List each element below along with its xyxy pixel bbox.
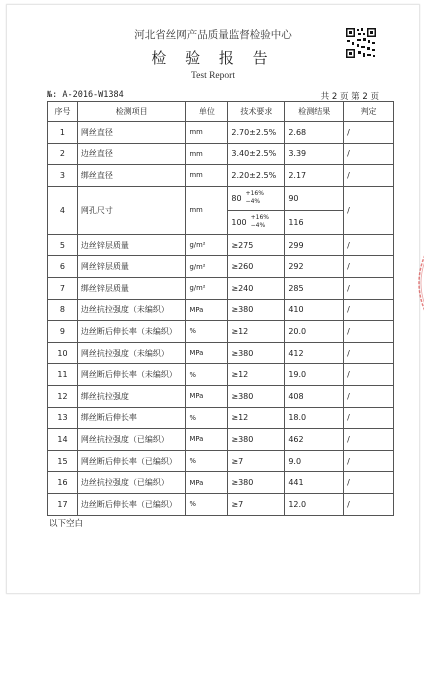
row-item: 绑丝断后伸长率 (77, 407, 186, 429)
header-unit: 单位 (186, 102, 228, 122)
row-requirement: 2.20±2.5% (228, 165, 285, 187)
row-item: 边丝断后伸长率（未编织） (77, 321, 186, 343)
row-item: 边丝断后伸长率（已编织） (77, 493, 186, 515)
row-unit: % (186, 407, 228, 429)
row-unit: mm (186, 165, 228, 187)
row-unit: % (186, 450, 228, 472)
row-requirement: ≥12 (228, 407, 285, 429)
row-no: 1 (48, 122, 78, 144)
header-verdict: 判定 (344, 102, 394, 122)
row-no: 16 (48, 472, 78, 494)
row-verdict: / (344, 472, 394, 494)
red-seal-stamp-icon (411, 253, 424, 313)
table-row (48, 234, 394, 256)
row-unit: MPa (186, 385, 228, 407)
row-no: 2 (48, 143, 78, 165)
row-requirement (228, 210, 285, 234)
row-item: 绑丝抗拉强度 (77, 385, 186, 407)
row-verdict: / (344, 493, 394, 515)
row-no: 10 (48, 342, 78, 364)
row-unit: g/m² (186, 277, 228, 299)
row-result: 18.0 (285, 407, 344, 429)
row-verdict: / (344, 321, 394, 343)
row-verdict: / (344, 299, 394, 321)
row-no: 12 (48, 385, 78, 407)
table-row (48, 321, 394, 343)
row-requirement: ≥275 (228, 234, 285, 256)
row-verdict: / (344, 364, 394, 386)
row-requirement: 3.40±2.5% (228, 143, 285, 165)
row-item: 网丝锌层质量 (77, 256, 186, 278)
row-result: 19.0 (285, 364, 344, 386)
row-no: 13 (48, 407, 78, 429)
row-unit: g/m² (186, 234, 228, 256)
row-requirement: ≥380 (228, 299, 285, 321)
row-result: 412 (285, 342, 344, 364)
row-unit: % (186, 493, 228, 515)
row-verdict: / (344, 234, 394, 256)
organization-name: 河北省丝网产品质量监督检验中心 (134, 29, 292, 41)
table-row (48, 364, 394, 386)
row-requirement (228, 186, 285, 210)
row-result: 3.39 (285, 143, 344, 165)
blank-below-note: 以下空白 (49, 519, 84, 529)
mesh-base-size: 80 (231, 193, 242, 203)
tolerance-minus: −4% (250, 222, 266, 230)
row-unit: % (186, 321, 228, 343)
row-item: 边丝抗拉强度（未编织） (77, 299, 186, 321)
row-no: 7 (48, 277, 78, 299)
row-result: 408 (285, 385, 344, 407)
row-result: 462 (285, 429, 344, 451)
row-result: 292 (285, 256, 344, 278)
row-item: 网丝抗拉强度（未编织） (77, 342, 186, 364)
row-item: 边丝抗拉强度（已编织） (77, 472, 186, 494)
row-result: 90 (285, 186, 344, 210)
table-row (48, 256, 394, 278)
row-result: 9.0 (285, 450, 344, 472)
row-result: 410 (285, 299, 344, 321)
row-requirement: ≥7 (228, 450, 285, 472)
row-verdict: / (344, 385, 394, 407)
tolerance-minus: −4% (245, 198, 261, 206)
row-requirement: ≥12 (228, 321, 285, 343)
row-no: 4 (48, 186, 78, 234)
header-result: 检测结果 (285, 102, 344, 122)
table-row (48, 407, 394, 429)
table-row (48, 429, 394, 451)
report-page (6, 4, 420, 594)
table-row (48, 186, 394, 210)
row-result: 2.17 (285, 165, 344, 187)
row-verdict: / (344, 342, 394, 364)
row-item: 网孔尺寸 (77, 186, 186, 234)
table-row (48, 342, 394, 364)
row-requirement: ≥260 (228, 256, 285, 278)
row-item: 绑丝直径 (77, 165, 186, 187)
header-item: 检测项目 (77, 102, 186, 122)
test-results-table (47, 101, 394, 516)
tolerance-plus: +16% (250, 214, 270, 222)
row-no: 9 (48, 321, 78, 343)
row-requirement: ≥380 (228, 385, 285, 407)
table-row (48, 122, 394, 144)
qr-code-icon (345, 27, 377, 59)
row-unit: % (186, 364, 228, 386)
report-number: №: A-2016-W1384 (47, 90, 124, 100)
table-header-row (48, 102, 394, 122)
row-item: 网丝直径 (77, 122, 186, 144)
row-result: 116 (285, 210, 344, 234)
row-item: 网丝抗拉强度（已编织） (77, 429, 186, 451)
header-no: 序号 (48, 102, 78, 122)
row-verdict: / (344, 165, 394, 187)
table-row (48, 472, 394, 494)
tolerance-plus: +16% (245, 190, 264, 198)
row-no: 5 (48, 234, 78, 256)
row-item: 边丝锌层质量 (77, 234, 186, 256)
table-row (48, 165, 394, 187)
row-no: 17 (48, 493, 78, 515)
row-no: 15 (48, 450, 78, 472)
row-unit: MPa (186, 342, 228, 364)
row-result: 299 (285, 234, 344, 256)
table-body (48, 122, 394, 516)
row-result: 441 (285, 472, 344, 494)
row-result: 12.0 (285, 493, 344, 515)
page-indicator: 共 2 页 第 2 页 (320, 92, 379, 102)
row-requirement: ≥12 (228, 364, 285, 386)
table-row (48, 450, 394, 472)
row-item: 绑丝锌层质量 (77, 277, 186, 299)
report-title: 检 验 报 告 (151, 49, 275, 67)
row-unit: MPa (186, 429, 228, 451)
row-verdict: / (344, 277, 394, 299)
row-requirement: ≥380 (228, 342, 285, 364)
row-verdict: / (344, 186, 394, 234)
row-item: 边丝直径 (77, 143, 186, 165)
row-unit: MPa (186, 299, 228, 321)
row-unit: g/m² (186, 256, 228, 278)
row-requirement: 2.70±2.5% (228, 122, 285, 144)
row-unit: MPa (186, 472, 228, 494)
row-item: 网丝断后伸长率（未编织） (77, 364, 186, 386)
row-requirement: ≥380 (228, 429, 285, 451)
row-unit: mm (186, 143, 228, 165)
table-row (48, 299, 394, 321)
row-result: 285 (285, 277, 344, 299)
table-row (48, 143, 394, 165)
row-unit: mm (186, 186, 228, 234)
row-requirement: ≥240 (228, 277, 285, 299)
row-verdict: / (344, 407, 394, 429)
row-unit: mm (186, 122, 228, 144)
row-verdict: / (344, 450, 394, 472)
table-row (48, 493, 394, 515)
row-no: 8 (48, 299, 78, 321)
row-requirement: ≥380 (228, 472, 285, 494)
table-row (48, 385, 394, 407)
mesh-base-size: 100 (231, 217, 247, 227)
row-result: 20.0 (285, 321, 344, 343)
row-requirement: ≥7 (228, 493, 285, 515)
row-verdict: / (344, 122, 394, 144)
row-no: 11 (48, 364, 78, 386)
header-requirement: 技术要求 (228, 102, 285, 122)
row-no: 6 (48, 256, 78, 278)
row-no: 3 (48, 165, 78, 187)
row-item: 网丝断后伸长率（已编织） (77, 450, 186, 472)
table-row (48, 277, 394, 299)
row-verdict: / (344, 143, 394, 165)
report-subtitle: Test Report (191, 71, 235, 81)
row-no: 14 (48, 429, 78, 451)
row-result: 2.68 (285, 122, 344, 144)
row-verdict: / (344, 429, 394, 451)
row-verdict: / (344, 256, 394, 278)
